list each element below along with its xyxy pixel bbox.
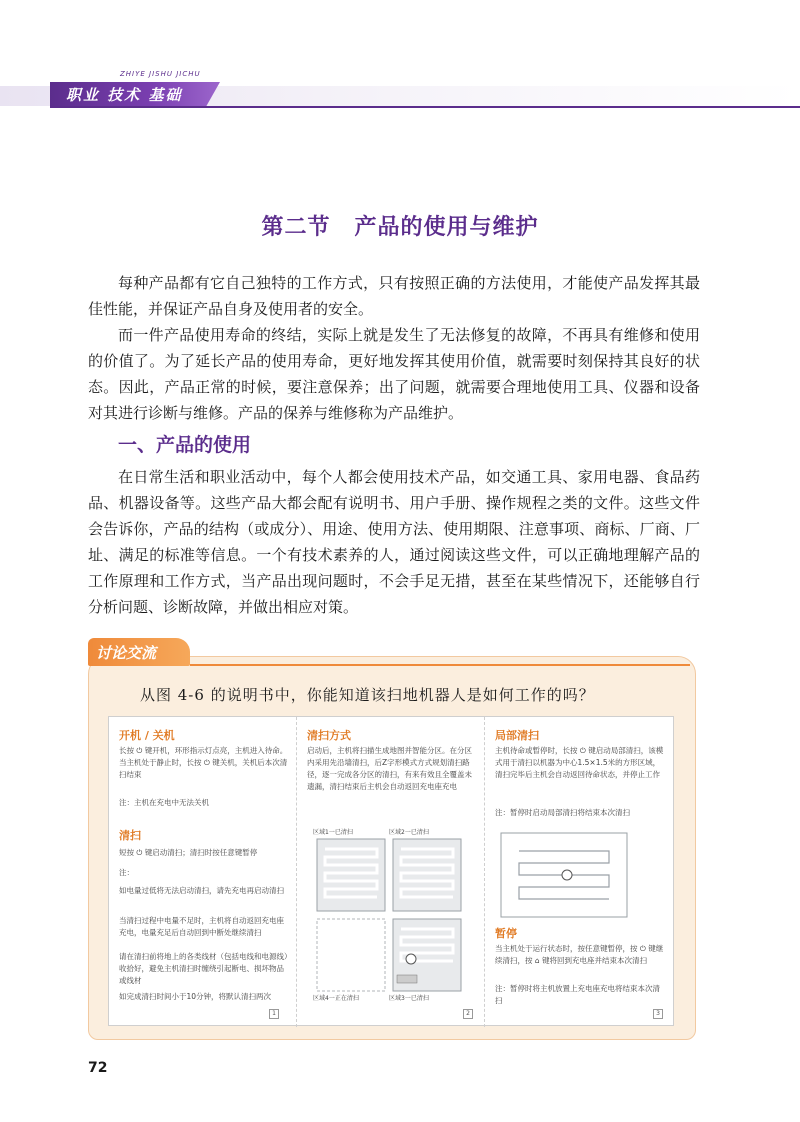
- manual-heading-pause: 暂停: [495, 927, 517, 940]
- manual-page-1: 1: [269, 1009, 279, 1019]
- robot-icon: [562, 870, 572, 880]
- manual-text-auto-return: 当清扫过程中电量不足时，主机将自动返回充电座充电，电量充足后自动回到中断处继续清扫: [119, 916, 284, 937]
- zone-2-label: 区域2一已清扫: [389, 829, 429, 836]
- page-number: 72: [88, 1060, 108, 1076]
- cleaning-zones-diagram: [311, 825, 471, 1005]
- intro-paragraph-2: 而一件产品使用寿命的终结，实际上就是发生了无法修复的故障，不再具有维修和使用的价值了。为了延长产品的使用寿命，更好地发挥其使用价值，就需要时刻保持其良好的状态。因此，产品正常的时候，要注意保养；出了问题，就需要合理地使用工具、仪器和设备对其进行诊断与维修。产品的保养与维修称为产品维护。: [88, 326, 700, 422]
- dock-icon: [397, 975, 417, 983]
- zone-2-path: [401, 849, 453, 897]
- manual-heading-power: 开机 / 关机: [119, 729, 175, 742]
- discussion-tag-label: 讨论交流: [96, 644, 157, 662]
- manual-text-spot: 主机待命或暂停时，长按 ⏻ 键启动局部清扫，该模式用于清扫以机器为中心1.5×1.5米的方形区域，清扫完毕后主机会自动返回待命状态，并停止工作: [495, 746, 664, 779]
- zone-1-path: [325, 849, 377, 897]
- manual-note-clean: 注：: [119, 868, 134, 877]
- robot-icon: [406, 954, 416, 964]
- zone-4-area: [317, 919, 385, 991]
- manual-page-3: 3: [653, 1009, 663, 1019]
- manual-column-1: [109, 717, 297, 1027]
- header-subtitle: ZHIYE JISHU JICHU: [120, 70, 201, 78]
- manual-text-pause: 当主机处于运行状态时，按任意键暂停，按 ⏻ 键继续清扫，按 ⌂ 键将回到充电座并结束本次清扫: [495, 944, 664, 965]
- manual-heading-spot: 局部清扫: [495, 729, 539, 742]
- manual-figure: [108, 716, 674, 1026]
- manual-heading-mode: 清扫方式: [307, 729, 351, 742]
- spot-clean-diagram: [499, 831, 629, 919]
- discussion-rule: [190, 664, 690, 666]
- manual-text-wires: 请在清扫前将地上的各类线材（包括电线和电源线）收拾好，避免主机清扫时缠绕引起断电、损坏物品或线材: [119, 952, 288, 985]
- manual-note-power: 注：主机在充电中无法关机: [119, 798, 209, 807]
- manual-column-3: [485, 717, 675, 1027]
- manual-text-power: 长按 ⏻ 键开机，环形指示灯点亮，主机进入待命。当主机处于静止时，长按 ⏻ 键关机，关机后本次清扫结束: [119, 746, 288, 779]
- section-name: 产品的使用与维护: [354, 215, 539, 240]
- manual-text-mode: 启动后，主机将扫描生成地图并智能分区。在分区内采用先沿墙清扫，后Z字形模式方式规划清扫路径，逐一完成各分区的清扫，有来有效且全覆盖未遗漏，清扫结束后主机会自动返回充电座充电: [307, 746, 472, 791]
- zone-3-label: 区域3一已清扫: [389, 995, 429, 1002]
- manual-text-short-clean: 如完成清扫时间小于10分钟，将默认清扫两次: [119, 992, 272, 1001]
- intro-paragraph-1: 每种产品都有它自己独特的工作方式，只有按照正确的方法使用，才能使产品发挥其最佳性能，并保证产品自身及使用者的安全。: [88, 274, 700, 318]
- manual-text-clean: 短按 ⏻ 键启动清扫；清扫时按任意键暂停: [119, 848, 258, 857]
- zone-4-label: 区域4一正在清扫: [313, 995, 359, 1002]
- manual-note-spot: 注：暂停时启动局部清扫将结束本次清扫: [495, 808, 630, 817]
- header-title: 职业 技术 基础: [66, 86, 183, 104]
- section-title: [0, 210, 800, 241]
- discussion-question: 从图 4-6 的说明书中，你能知道该扫地机器人是如何工作的吗？: [140, 686, 595, 704]
- zone-1-label: 区域1一已清扫: [313, 829, 353, 836]
- section-number: 第二节: [261, 215, 331, 240]
- page-header: [0, 68, 800, 112]
- manual-heading-clean: 清扫: [119, 829, 141, 842]
- use-paragraph: 在日常生活和职业活动中，每个人都会使用技术产品，如交通工具、家用电器、食品药品、机器设备等。这些产品大都会配有说明书、用户手册、操作规程之类的文件。这些文件会告诉你，产品的结构（或成分）、用途、使用方法、使用期限、注意事项、商标、厂商、厂址、满足的标准等信息。一个有技术素养的人，通过阅读这些文件，可以正确地理解产品的工作原理和工作方式，当产品出现问题时，不会手足无措，甚至在某些情况下，还能够自行分析问题、诊断故障，并做出相应对策。: [88, 468, 700, 616]
- manual-page-2: 2: [463, 1009, 473, 1019]
- manual-text-low-battery: 如电量过低将无法启动清扫，请先充电再启动清扫: [119, 886, 284, 895]
- manual-column-2: [297, 717, 485, 1027]
- subheading-product-use: 一、产品的使用: [118, 434, 252, 456]
- manual-note-pause: 注：暂停时将主机放置上充电座充电将结束本次清扫: [495, 984, 660, 1005]
- header-rule: [50, 106, 800, 108]
